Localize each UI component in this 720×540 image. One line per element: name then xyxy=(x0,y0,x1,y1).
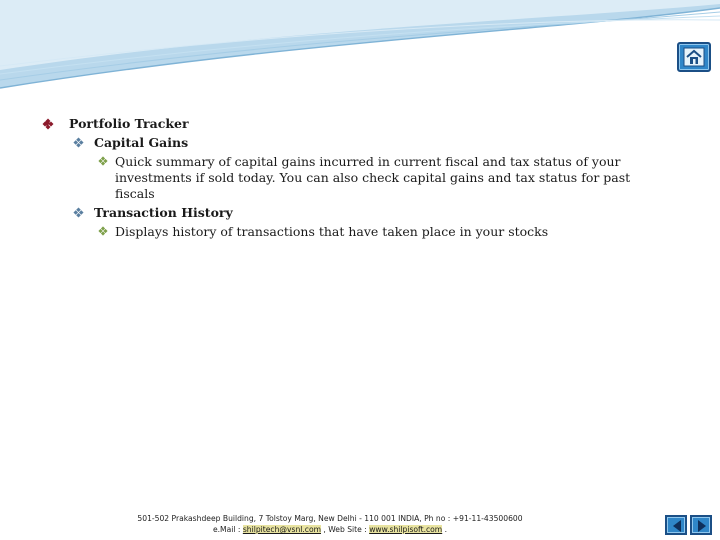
home-icon xyxy=(683,47,705,67)
diamond-bullet-icon xyxy=(98,226,108,236)
item-capital-gains: Capital Gains xyxy=(94,135,189,150)
item-capital-gains-description: Quick summary of capital gains incurred in current fiscal and tax status of your investments if sold today. You can also check capital gains and tax status for past fiscals xyxy=(115,154,631,201)
item-transaction-history-description: Displays history of transactions that have taken place in your stocks xyxy=(115,224,549,239)
email-link[interactable]: shilpitech@vsnl.com xyxy=(242,525,321,534)
diamond-bullet-icon xyxy=(73,207,84,218)
diamond-bullet-icon xyxy=(98,156,108,166)
previous-slide-button[interactable] xyxy=(665,515,687,535)
header-swoosh xyxy=(0,0,720,110)
footer xyxy=(60,513,600,535)
diamond-bullet-icon xyxy=(42,118,54,130)
arrow-left-icon xyxy=(670,519,684,533)
email-prefix: e.Mail : xyxy=(212,525,243,534)
list-item xyxy=(42,224,662,240)
item-portfolio-tracker: Portfolio Tracker xyxy=(69,116,189,131)
list-item xyxy=(42,205,662,221)
diamond-bullet-icon xyxy=(73,137,84,148)
website-link[interactable]: www.shilpisoft.com xyxy=(369,525,443,534)
list-item xyxy=(42,135,662,151)
web-prefix: , Web Site : xyxy=(321,525,370,534)
list-item xyxy=(42,154,662,202)
next-slide-button[interactable] xyxy=(690,515,712,535)
footer-suffix: . xyxy=(442,525,448,534)
item-transaction-history: Transaction History xyxy=(94,205,233,220)
list-item xyxy=(42,116,662,132)
bullet-list xyxy=(42,116,662,243)
home-button[interactable] xyxy=(677,42,711,72)
arrow-right-icon xyxy=(695,519,709,533)
footer-address: 501-502 Prakashdeep Building, 7 Tolstoy Marg, New Delhi - 110 001 INDIA, Ph no : +91-11-43500600 xyxy=(137,514,523,523)
footer-contact xyxy=(60,524,600,535)
